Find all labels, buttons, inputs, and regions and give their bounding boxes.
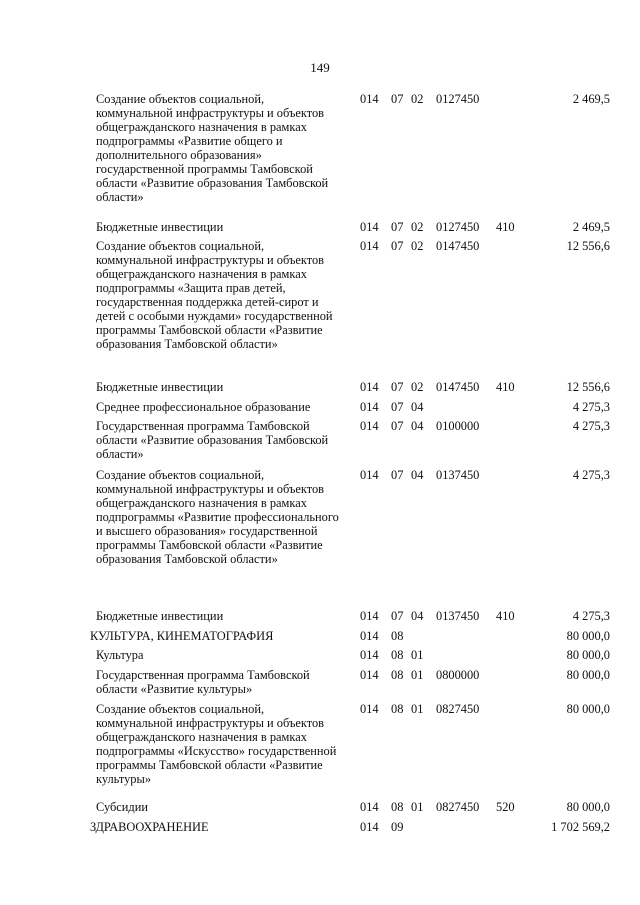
row-csr: 0147450 — [436, 239, 480, 253]
row-name: Создание объектов социальной, коммунальной инфраструктуры и объектов общегражданского назначения в рамках подпрограммы «Защита прав детей, государственная поддержка детей-сирот и детей с особыми нуждами» государственной программы Тамбовской области «Развитие образования Тамбовской области» — [96, 239, 333, 351]
row-vr: 410 — [496, 609, 515, 623]
row-ved: 014 — [360, 800, 379, 814]
table-row — [0, 668, 640, 702]
row-ved: 014 — [360, 648, 379, 662]
row-sum: 80 000,0 — [566, 668, 610, 682]
row-pr: 01 — [411, 800, 424, 814]
row-sum: 2 469,5 — [572, 92, 610, 106]
row-vr: 410 — [496, 220, 515, 234]
row-pr: 01 — [411, 702, 424, 716]
row-pr: 04 — [411, 419, 424, 433]
row-ved: 014 — [360, 820, 379, 834]
table-row — [0, 800, 640, 820]
row-ved: 014 — [360, 668, 379, 682]
row-name: Субсидии — [96, 800, 148, 814]
table-row — [0, 400, 640, 419]
row-csr: 0137450 — [436, 609, 480, 623]
row-csr: 0827450 — [436, 800, 480, 814]
row-pr: 02 — [411, 92, 424, 106]
row-sum: 80 000,0 — [566, 702, 610, 716]
row-rz: 07 — [391, 220, 404, 234]
row-name: Бюджетные инвестиции — [96, 220, 224, 234]
row-name: Культура — [96, 648, 144, 662]
row-name: Государственная программа Тамбовской области «Развитие культуры» — [96, 668, 310, 696]
row-rz: 08 — [391, 648, 404, 662]
row-rz: 08 — [391, 668, 404, 682]
row-pr: 02 — [411, 380, 424, 394]
row-csr: 0100000 — [436, 419, 480, 433]
row-ved: 014 — [360, 380, 379, 394]
row-csr: 0827450 — [436, 702, 480, 716]
row-name: КУЛЬТУРА, КИНЕМАТОГРАФИЯ — [90, 629, 274, 643]
page-number: 149 — [310, 60, 330, 75]
row-rz: 07 — [391, 239, 404, 253]
row-ved: 014 — [360, 239, 379, 253]
row-ved: 014 — [360, 400, 379, 414]
row-sum: 4 275,3 — [572, 609, 610, 623]
row-rz: 08 — [391, 702, 404, 716]
table-row — [0, 820, 640, 840]
row-sum: 80 000,0 — [566, 648, 610, 662]
row-ved: 014 — [360, 92, 379, 106]
row-name: Бюджетные инвестиции — [96, 380, 224, 394]
table-row — [0, 419, 640, 468]
table-row — [0, 648, 640, 668]
table-row — [0, 468, 640, 609]
row-sum: 80 000,0 — [566, 629, 610, 643]
row-name: Бюджетные инвестиции — [96, 609, 224, 623]
row-sum: 80 000,0 — [566, 800, 610, 814]
row-pr: 01 — [411, 648, 424, 662]
row-name: Среднее профессиональное образование — [96, 400, 311, 414]
row-ved: 014 — [360, 629, 379, 643]
row-pr: 04 — [411, 400, 424, 414]
table-row — [0, 220, 640, 239]
row-name: Создание объектов социальной, коммунальной инфраструктуры и объектов общегражданского назначения в рамках подпрограммы «Развитие профессионального и высшего образования» государственной программы Тамбовской области «Развитие образования Тамбовской области» — [96, 468, 339, 566]
row-name: Создание объектов социальной, коммунальной инфраструктуры и объектов общегражданского назначения в рамках подпрограммы «Развитие общего и дополнительного образования» государственной программы Тамбовской области «Развитие образования Тамбовской области» — [96, 92, 329, 204]
row-sum: 4 275,3 — [572, 419, 610, 433]
row-csr: 0137450 — [436, 468, 480, 482]
row-rz: 07 — [391, 92, 404, 106]
row-sum: 4 275,3 — [572, 468, 610, 482]
row-pr: 02 — [411, 220, 424, 234]
row-rz: 08 — [391, 800, 404, 814]
table-row — [0, 629, 640, 648]
row-sum: 4 275,3 — [572, 400, 610, 414]
row-rz: 07 — [391, 400, 404, 414]
row-csr: 0127450 — [436, 220, 480, 234]
budget-table — [0, 92, 640, 840]
row-rz: 09 — [391, 820, 404, 834]
row-csr: 0127450 — [436, 92, 480, 106]
table-row — [0, 609, 640, 629]
table-row — [0, 239, 640, 380]
row-csr: 0800000 — [436, 668, 480, 682]
row-rz: 08 — [391, 629, 404, 643]
row-pr: 02 — [411, 239, 424, 253]
row-pr: 01 — [411, 668, 424, 682]
row-rz: 07 — [391, 380, 404, 394]
row-rz: 07 — [391, 609, 404, 623]
row-ved: 014 — [360, 609, 379, 623]
row-pr: 04 — [411, 468, 424, 482]
row-rz: 07 — [391, 468, 404, 482]
row-vr: 410 — [496, 380, 515, 394]
row-rz: 07 — [391, 419, 404, 433]
row-sum: 1 702 569,2 — [551, 820, 610, 834]
row-ved: 014 — [360, 419, 379, 433]
row-vr: 520 — [496, 800, 515, 814]
row-sum: 12 556,6 — [566, 239, 610, 253]
row-sum: 12 556,6 — [566, 380, 610, 394]
row-name: Государственная программа Тамбовской области «Развитие образования Тамбовской области» — [96, 419, 329, 461]
row-ved: 014 — [360, 468, 379, 482]
row-sum: 2 469,5 — [572, 220, 610, 234]
row-ved: 014 — [360, 220, 379, 234]
table-row — [0, 702, 640, 800]
row-name: ЗДРАВООХРАНЕНИЕ — [90, 820, 209, 834]
row-ved: 014 — [360, 702, 379, 716]
table-row — [0, 380, 640, 400]
row-csr: 0147450 — [436, 380, 480, 394]
row-name: Создание объектов социальной, коммунальной инфраструктуры и объектов общегражданского назначения в рамках подпрограммы «Искусство» государственной программы Тамбовской области «Развитие культуры» — [96, 702, 337, 786]
row-pr: 04 — [411, 609, 424, 623]
table-row — [0, 92, 640, 220]
